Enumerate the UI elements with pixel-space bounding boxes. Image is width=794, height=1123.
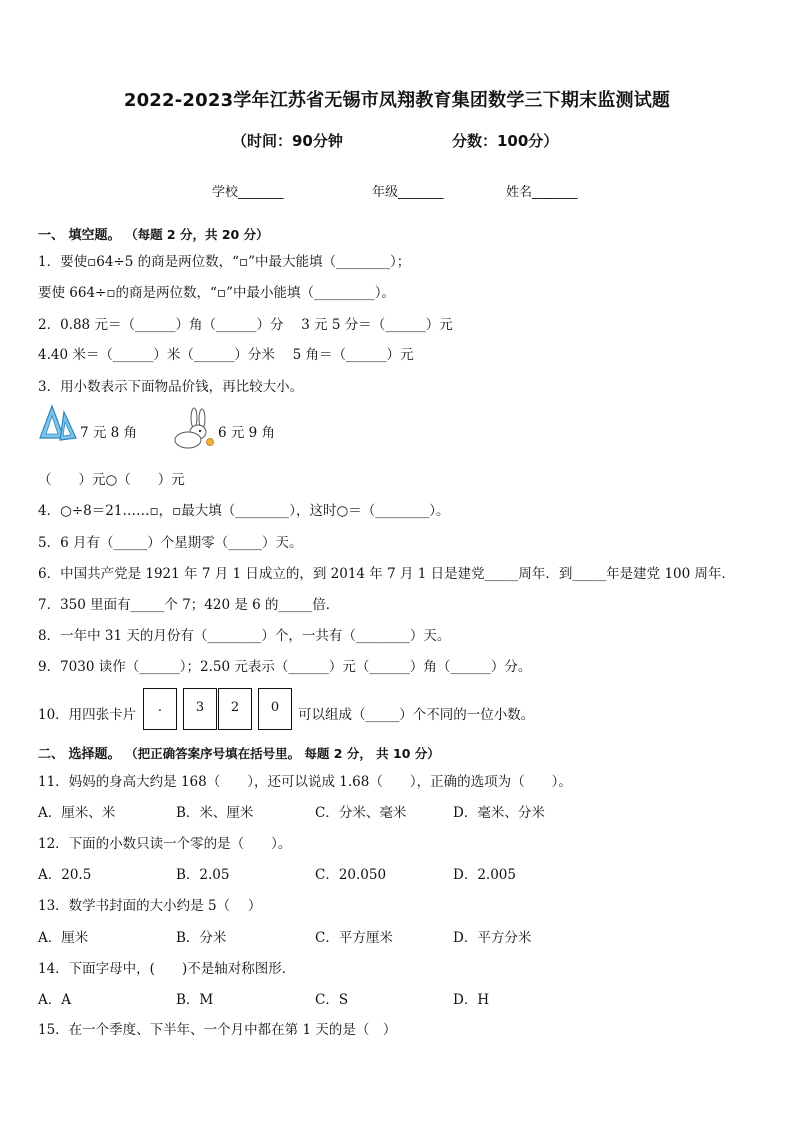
q12-option-b: B．2.05 [176, 867, 230, 883]
section-2-title: 二、 选择题。 [38, 747, 121, 762]
question-2-line-1: 2．0.88 元＝（______）角（______）分 3 元 5 分＝（______）元 [38, 317, 453, 333]
question-11-stem: 11．妈妈的身高大约是 168（ ），还可以说成 1.68（ ），正确的选项为（ ）。 [38, 774, 572, 790]
section-2-heading [38, 743, 440, 762]
q14-option-a: A．A [38, 992, 71, 1008]
section-1-title: 一、 填空题。 [38, 228, 121, 243]
q13-option-d: D．平方分米 [453, 930, 532, 946]
digit-card: 2 [218, 688, 252, 730]
name-field: 姓名_______ [506, 185, 578, 200]
question-3-answer: （ ）元○（ ）元 [38, 472, 185, 488]
q13-option-b: B．分米 [176, 930, 227, 946]
section-1-note: （每题 2 分，共 20 分） [125, 227, 269, 242]
item-1-price: 7 元 8 角 [80, 425, 138, 441]
triangle-ruler-icon [38, 404, 78, 446]
question-15-stem: 15．在一个季度、下半年、一个月中都在第 1 天的是（ ） [38, 1022, 397, 1038]
question-7: 7．350 里面有_____个 7；420 是 6 的_____倍． [38, 597, 340, 613]
digit-card: 0 [258, 688, 292, 730]
question-2-line-2: 4.40 米＝（______）米（______）分米 5 角＝（______）元 [38, 347, 414, 363]
question-10-prefix: 10．用四张卡片 [38, 707, 137, 723]
q11-option-b: B．米、厘米 [176, 805, 254, 821]
school-field: 学校_______ [212, 185, 284, 200]
question-8: 8．一年中 31 天的月份有（________）个，一共有（________）天。 [38, 628, 451, 644]
question-10-suffix: 可以组成（_____）个不同的一位小数。 [298, 707, 535, 723]
q12-option-d: D．2.005 [453, 867, 516, 883]
q13-option-c: C．平方厘米 [315, 930, 393, 946]
question-5: 5．6 月有（_____）个星期零（_____）天。 [38, 535, 303, 551]
digit-card: 3 [183, 688, 217, 730]
question-1-line-1: 1．要使▫64÷5 的商是两位数，“▫”中最大能填（________）； [38, 254, 411, 270]
question-14-stem: 14．下面字母中，( )不是轴对称图形． [38, 961, 296, 977]
exam-time: （时间：90分钟 [232, 132, 343, 150]
question-6: 6．中国共产党是 1921 年 7 月 1 日成立的，到 2014 年 7 月 1 日是建党_____周年．到_____年是建党 100 周年． [38, 566, 736, 582]
q13-option-a: A．厘米 [38, 930, 89, 946]
question-12-stem: 12．下面的小数只读一个零的是（ ）。 [38, 836, 292, 852]
page-title: 2022-2023学年江苏省无锡市凤翔教育集团数学三下期末监测试题 [123, 90, 671, 111]
question-1-line-2: 要使 664÷▫的商是两位数，“▫”中最小能填（_________）。 [38, 285, 395, 301]
q11-option-a: A．厘米、米 [38, 805, 116, 821]
question-4: 4．○÷8＝21……▫，▫最大填（________），这时○＝（________）。 [38, 503, 450, 519]
q14-option-c: C．S [315, 992, 349, 1008]
question-9: 9．7030 读作（______）；2.50 元表示（______）元（______）角（______）分。 [38, 659, 532, 675]
rabbit-icon [170, 406, 216, 454]
q11-option-d: D．毫米、分米 [453, 805, 545, 821]
grade-field: 年级_______ [372, 185, 444, 200]
exam-score: 分数：100分） [452, 132, 559, 150]
q11-option-c: C．分米、毫米 [315, 805, 407, 821]
q12-option-c: C．20.050 [315, 867, 387, 883]
question-3-stem: 3．用小数表示下面物品价钱，再比较大小。 [38, 379, 304, 395]
digit-card: . [143, 688, 177, 730]
item-2-price: 6 元 9 角 [218, 425, 276, 441]
section-1-heading [38, 224, 269, 243]
q14-option-b: B．M [176, 992, 214, 1008]
section-2-note: （把正确答案序号填在括号里。 每题 2 分， 共 10 分） [125, 746, 440, 761]
q12-option-a: A．20.5 [38, 867, 92, 883]
q14-option-d: D．H [453, 992, 490, 1008]
question-13-stem: 13．数学书封面的大小约是 5（ ） [38, 898, 262, 914]
